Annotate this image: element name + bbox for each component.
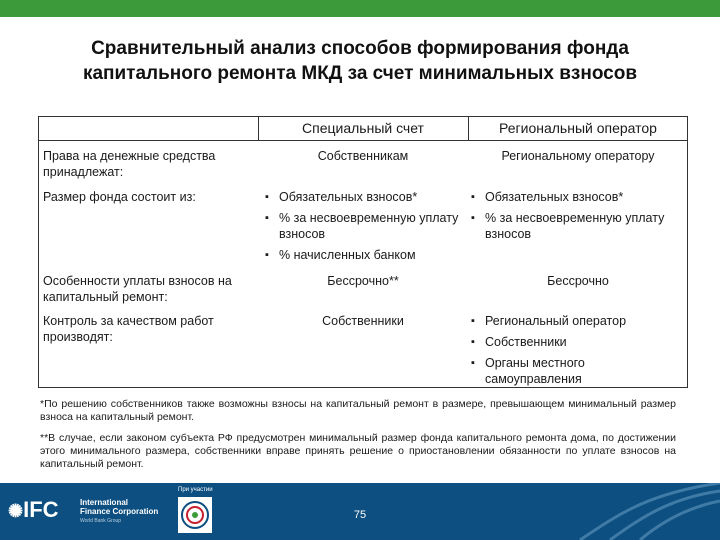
row-label: Размер фонда состоит из: (43, 190, 196, 204)
list-item: ▪ % за несвоевременную уплату взносов (471, 210, 681, 242)
row-label: Особенности уплаты взносов на капитальный ремонт: (43, 274, 232, 304)
ifc-logo-line-2: Finance Corporation (80, 507, 159, 516)
list-item: ▪ % за несвоевременную уплату взносов (265, 210, 465, 242)
list-item: ▪ Собственники (471, 334, 681, 350)
globe-icon: ✺ (8, 501, 24, 521)
partner-emblem-icon (178, 497, 212, 533)
list-item: ▪ Органы местного самоуправления (471, 355, 681, 387)
title-line-1: Сравнительный анализ способов формирования фонда (91, 38, 629, 59)
ifc-logo-subtitle: World Bank Group (80, 518, 122, 524)
ifc-logo-text (80, 498, 158, 516)
ifc-logo (8, 495, 178, 529)
bullet-list-regional (471, 189, 681, 247)
title-line-2: капитального ремонта МКД за счет минимальных взносов (82, 63, 638, 84)
list-item: ▪ % начисленных банком (265, 247, 465, 263)
header-divider (38, 140, 688, 141)
partner-label: При участии (178, 487, 213, 493)
decorative-swoosh-icon (560, 483, 720, 540)
slide-title (40, 36, 680, 86)
footnote-1: *По решению собственников также возможны взносы на капитальный ремонт в размере, превышающем минимальный размер взноса на капитальный ремонт. (40, 398, 676, 423)
list-item: ▪ Обязательных взносов* (265, 189, 465, 205)
row-label: Контроль за качеством работ производят: (43, 314, 214, 344)
ifc-logo-mark (8, 497, 59, 523)
row-value-special: Бессрочно** (327, 274, 399, 288)
page-number: 75 (353, 509, 367, 521)
bullet-list-special (265, 189, 465, 268)
row-value-regional: Региональному оператору (501, 149, 655, 163)
row-value-special: Собственникам (317, 149, 409, 163)
header-column-divider-2 (468, 116, 469, 140)
header-regional-operator: Региональный оператор (499, 120, 657, 136)
ifc-logo-line-1: International (80, 498, 129, 507)
row-value-regional: Бессрочно (547, 274, 609, 288)
top-accent-bar (0, 0, 720, 17)
list-item: ▪ Региональный оператор (471, 313, 681, 329)
footer-bar (0, 483, 720, 540)
list-item: ▪ Обязательных взносов* (471, 189, 681, 205)
bullet-list-regional (471, 313, 681, 392)
header-column-divider-1 (258, 116, 259, 140)
ifc-mark-text: IFC (23, 497, 59, 522)
header-special-account: Специальный счет (302, 120, 424, 136)
comparison-table (38, 116, 688, 388)
row-label: Права на денежные средства принадлежат: (43, 149, 216, 179)
footnote-2: **В случае, если законом субъекта РФ предусмотрен минимальный размер фонда капитального ремонта дома, по достижении этого минимального размера, собственники вправе принять решение о приостановлении обязанности по уплате взносов на капитальный ремонт. (40, 432, 676, 470)
row-value-special: Собственники (322, 314, 404, 328)
